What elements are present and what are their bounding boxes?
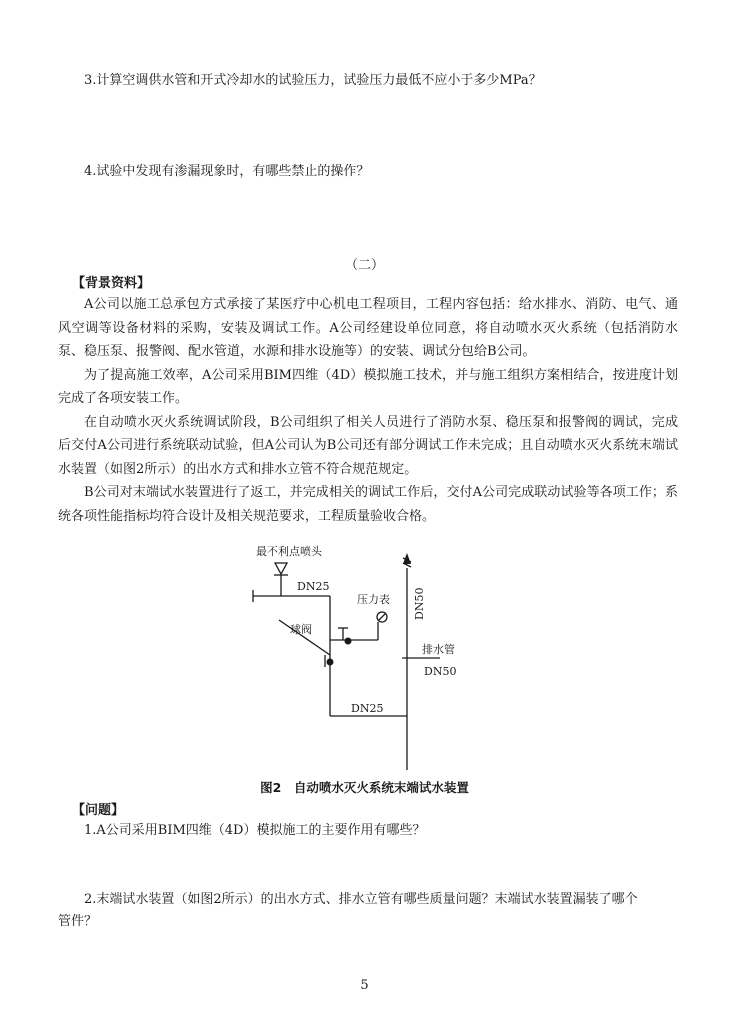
question-2-line-2: 管件？ <box>58 914 98 929</box>
label-drain-dn: DN50 <box>424 665 457 678</box>
label-drain: 排水管 <box>422 643 455 656</box>
background-heading: 【背景资料】 <box>72 276 151 291</box>
label-sprinkler: 最不利点喷头 <box>256 545 322 558</box>
label-riser: DN50 <box>413 587 426 620</box>
paragraph-1: A公司以施工总承包方式承接了某医疗中心机电工程项目，工程内容包括：给水排水、消防、电气、通风空调等设备材料的采购，安装及调试工作。A公司经建设单位同意，将自动喷水灭火系统（包括消防水泵、稳压泵、报警阀、配水管道，水源和排水设施等）的安装、调试分包给B公司。 <box>58 297 678 359</box>
paragraph-2: 为了提高施工效率，A公司采用BIM四维（4D）模拟施工技术，并与施工组织方案相结合，按进度计划完成了各项安装工作。 <box>58 367 678 406</box>
paragraph-3: 在自动喷水灭火系统调试阶段，B公司组织了相关人员进行了消防水泵、稳压泵和报警阀的调试，完成后交付A公司进行系统联动试验，但A公司认为B公司还有部分调试工作未完成；且自动喷水灭火系统末端试水装置（如图2所示）的出水方式和排水立管不符合规范规定。 <box>58 414 678 477</box>
label-ball-valve: 球阀 <box>290 623 312 636</box>
ball-valve-icon <box>327 659 334 666</box>
questions-heading: 【问题】 <box>72 803 125 818</box>
paragraph-4: B公司对末端试水装置进行了返工，并完成相关的调试工作后，交付A公司完成联动试验等各项工作；系统各项性能指标均符合设计及相关规范要求，工程质量验收合格。 <box>58 485 678 524</box>
valve-node <box>345 638 352 645</box>
question-1: 1.A公司采用BIM四维（4D）模拟施工的主要作用有哪些？ <box>84 823 426 838</box>
figure-caption: 图2 自动喷水灭火系统末端试水装置 <box>260 780 469 795</box>
gauge-needle <box>379 614 385 620</box>
question-3: 3.计算空调供水管和开式冷却水的试验压力，试验压力最低不应小于多少MPa？ <box>84 73 542 88</box>
section-title: （二） <box>344 258 384 273</box>
label-dn25-top: DN25 <box>297 580 330 593</box>
label-dn25-bottom: DN25 <box>351 702 384 715</box>
label-gauge: 压力表 <box>357 593 390 606</box>
sprinkler-head-icon <box>275 563 287 574</box>
page-number: 5 <box>360 978 369 993</box>
question-2-line-1: 2.末端试水装置（如图2所示）的出水方式、排水立管有哪些质量问题？末端试水装置漏装了哪个 <box>84 892 638 907</box>
question-4: 4.试验中发现有渗漏现象时，有哪些禁止的操作？ <box>84 164 370 179</box>
